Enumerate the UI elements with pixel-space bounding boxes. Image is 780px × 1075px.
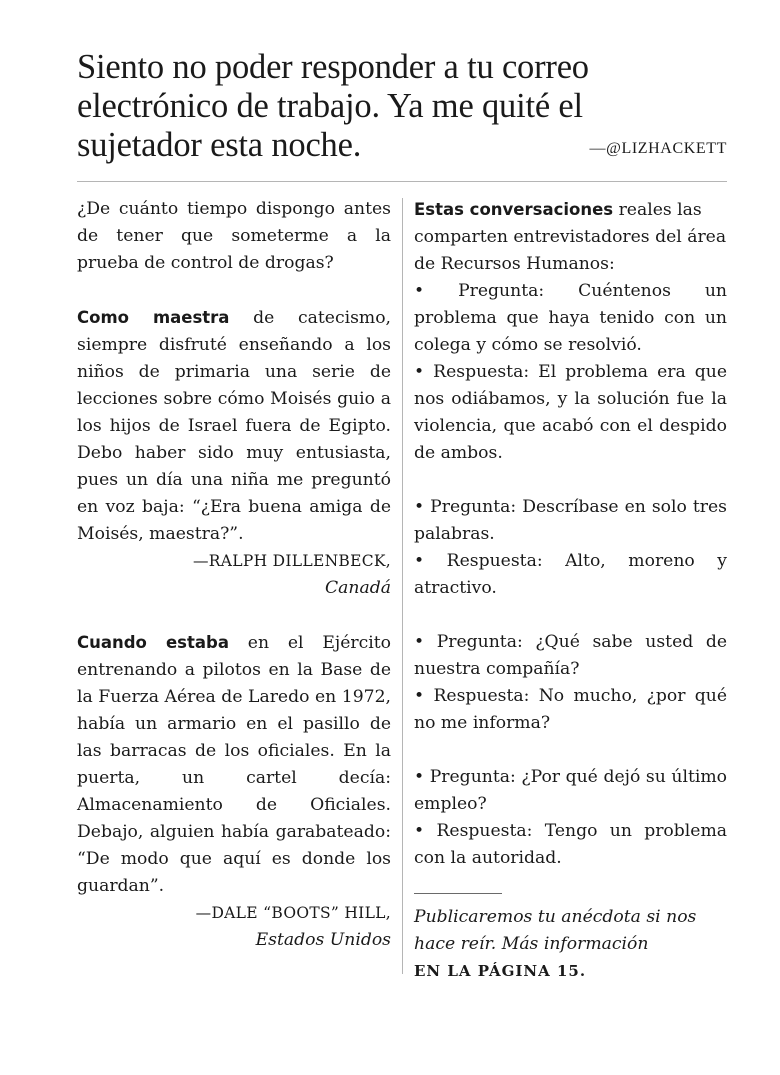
hr-intro-lead: Estas conversaciones — [414, 200, 614, 219]
anecdote-2-lead: Como maestra — [77, 308, 230, 327]
anecdote-3-text: en el Ejército entrenando a pilotos en la Base de la Fuerza Aérea de Laredo en 1972, había un armario en el pasillo de las barracas de los oficiales. En la puerta, un cartel decía: Almacenamiento de Oficiales. Debajo, alguien había garabateado: “De modo que aquí es donde los guardan”. — [77, 633, 391, 896]
right-column — [414, 196, 727, 985]
hr-intro — [414, 196, 727, 278]
qa-answer: • Respuesta: No mucho, ¿por qué no me informa? — [414, 686, 727, 733]
anecdote-3 — [77, 629, 391, 900]
qa-answer: • Respuesta: Alto, moreno y atractivo. — [414, 551, 727, 598]
anecdote-2 — [77, 304, 391, 548]
footer-note: Publicaremos tu anécdota si nos hace reír. Más información — [414, 907, 697, 954]
hr-intro-text: reales las comparten entrevistadores del área de Recursos Humanos: — [414, 200, 727, 274]
anecdote-2-text: de catecismo, siempre disfruté enseñando a los niños de primaria una serie de lecciones sobre cómo Moisés guio a los hijos de Israel fuera de Egipto. Debo haber sido muy entusiasta, pues un día una niña me preguntó en voz baja: “¿Era buena amiga de Moisés, maestra?”. — [77, 308, 392, 544]
footer-divider — [414, 893, 502, 894]
top-divider — [77, 181, 727, 182]
qa-question: • Pregunta: Descríbase en solo tres palabras. — [414, 497, 727, 544]
anecdote-3-place: Estados Unidos — [255, 930, 391, 950]
qa-answer: • Respuesta: Tengo un problema con la autoridad. — [414, 821, 727, 868]
qa-answer: • Respuesta: El problema era que nos odiábamos, y la solución fue la violencia, que acabó con el despido de ambos. — [414, 362, 727, 463]
qa-question: • Pregunta: ¿Por qué dejó su último empleo? — [414, 767, 727, 814]
anecdote-1: ¿De cuánto tiempo dispongo antes de tener que someterme a la prueba de control de drogas? — [77, 199, 391, 273]
top-quote — [77, 48, 727, 165]
left-column — [77, 196, 391, 954]
anecdote-2-author: —RALPH DILLENBECK, — [192, 552, 391, 570]
anecdote-3-author: —DALE “BOOTS” HILL, — [195, 904, 391, 922]
anecdote-3-lead: Cuando estaba — [77, 633, 229, 652]
quote-author: —@LIZHACKETT — [589, 140, 727, 157]
qa-question: • Pregunta: ¿Qué sabe usted de nuestra compañía? — [414, 632, 727, 679]
quote-text: Siento no poder responder a tu correo electrónico de trabajo. Ya me quité el sujetador esta noche. — [77, 48, 589, 164]
footer-page-link[interactable]: EN LA PÁGINA 15. — [414, 962, 587, 980]
qa-question: • Pregunta: Cuéntenos un problema que haya tenido con un colega y cómo se resolvió. — [414, 281, 727, 355]
anecdote-2-place: Canadá — [325, 578, 391, 598]
column-divider — [402, 198, 403, 974]
